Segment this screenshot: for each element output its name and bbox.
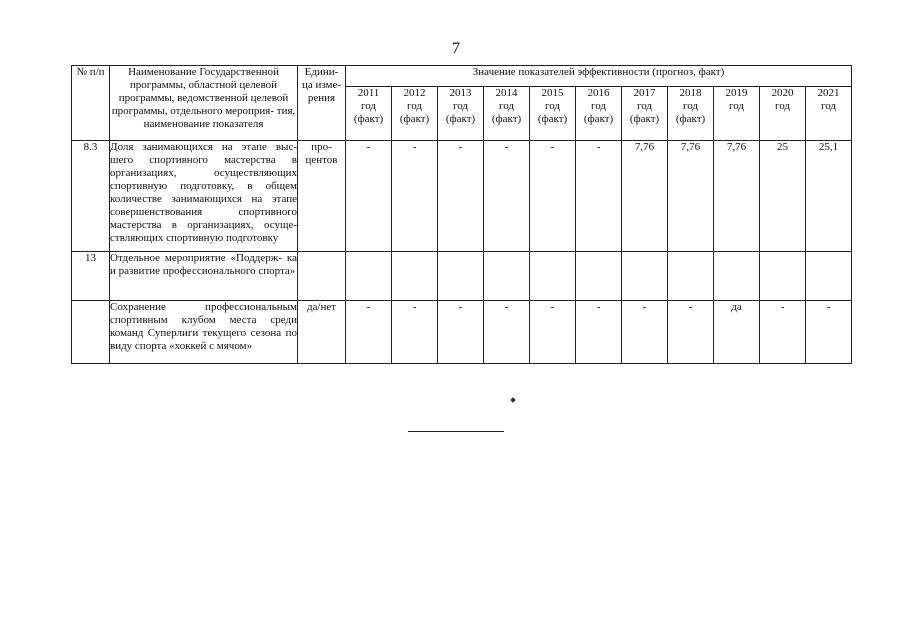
row-number: 13 bbox=[72, 252, 110, 301]
value-cell bbox=[576, 252, 622, 301]
value-cell: - bbox=[760, 301, 806, 364]
indicator-name: Сохранение профессиональным спортивным клубом места среди команд Суперлиги текущего сезона по виду спорта «хоккей с мячом» bbox=[110, 301, 298, 364]
table-row bbox=[72, 301, 852, 364]
value-cell: - bbox=[576, 141, 622, 252]
value-cell: 7,76 bbox=[668, 141, 714, 252]
indicator-name: Отдельное мероприятие «Поддерж- ка и развитие профессионального спорта» bbox=[110, 252, 298, 301]
value-cell: 25,1 bbox=[806, 141, 852, 252]
value-cell: 25 bbox=[760, 141, 806, 252]
header-year: 2013 год (факт) bbox=[438, 87, 484, 141]
value-cell: - bbox=[530, 301, 576, 364]
header-year: 2018 год (факт) bbox=[668, 87, 714, 141]
indicator-name: Доля занимающихся на этапе выс- шего спортивного мастерства в организациях, осуществляющих спортивную подготовку, в общем количестве занимающихся на этапе совершенствования спортивного мастерства в организациях, осуще- ствляющих спортивную подготовку bbox=[110, 141, 298, 252]
value-cell: - bbox=[530, 141, 576, 252]
header-year: 2019 год bbox=[714, 87, 760, 141]
row-number bbox=[72, 301, 110, 364]
row-number: 8.3 bbox=[72, 141, 110, 252]
unit-cell: да/нет bbox=[298, 301, 346, 364]
value-cell bbox=[760, 252, 806, 301]
header-year: 2015 год (факт) bbox=[530, 87, 576, 141]
value-cell bbox=[484, 252, 530, 301]
value-cell: да bbox=[714, 301, 760, 364]
end-separator-line bbox=[408, 431, 504, 432]
value-cell: - bbox=[392, 141, 438, 252]
table-row bbox=[72, 141, 852, 252]
header-unit: Едини- ца изме- рения bbox=[298, 66, 346, 141]
value-cell bbox=[346, 252, 392, 301]
value-cell: - bbox=[668, 301, 714, 364]
value-cell bbox=[438, 252, 484, 301]
page-number: 7 bbox=[452, 40, 460, 57]
value-cell bbox=[622, 252, 668, 301]
value-cell: - bbox=[346, 141, 392, 252]
value-cell: - bbox=[392, 301, 438, 364]
header-year: 2020 год bbox=[760, 87, 806, 141]
header-row-1 bbox=[72, 66, 852, 87]
value-cell: - bbox=[346, 301, 392, 364]
header-year: 2011 год (факт) bbox=[346, 87, 392, 141]
unit-cell: про- центов bbox=[298, 141, 346, 252]
value-cell bbox=[530, 252, 576, 301]
header-name: Наименование Государственной программы, областной целевой программы, ведомственной целевой программы, отдельного мероприя- тия, наименование показателя bbox=[110, 66, 298, 141]
value-cell: - bbox=[438, 141, 484, 252]
header-year: 2012 год (факт) bbox=[392, 87, 438, 141]
value-cell: - bbox=[438, 301, 484, 364]
value-cell bbox=[668, 252, 714, 301]
value-cell: - bbox=[806, 301, 852, 364]
value-cell: 7,76 bbox=[714, 141, 760, 252]
value-cell bbox=[806, 252, 852, 301]
value-cell: - bbox=[484, 301, 530, 364]
indicators-table bbox=[71, 65, 852, 364]
value-cell: - bbox=[622, 301, 668, 364]
header-year: 2017 год (факт) bbox=[622, 87, 668, 141]
value-cell bbox=[714, 252, 760, 301]
value-cell bbox=[392, 252, 438, 301]
value-cell: 7,76 bbox=[622, 141, 668, 252]
unit-cell bbox=[298, 252, 346, 301]
value-cell: - bbox=[576, 301, 622, 364]
header-year: 2021 год bbox=[806, 87, 852, 141]
value-cell: - bbox=[484, 141, 530, 252]
header-num: № п/п bbox=[72, 66, 110, 141]
header-year: 2016 год (факт) bbox=[576, 87, 622, 141]
header-year: 2014 год (факт) bbox=[484, 87, 530, 141]
stray-mark bbox=[510, 397, 516, 403]
table-row bbox=[72, 252, 852, 301]
header-values-group: Значение показателей эффективности (прогноз, факт) bbox=[346, 66, 852, 87]
